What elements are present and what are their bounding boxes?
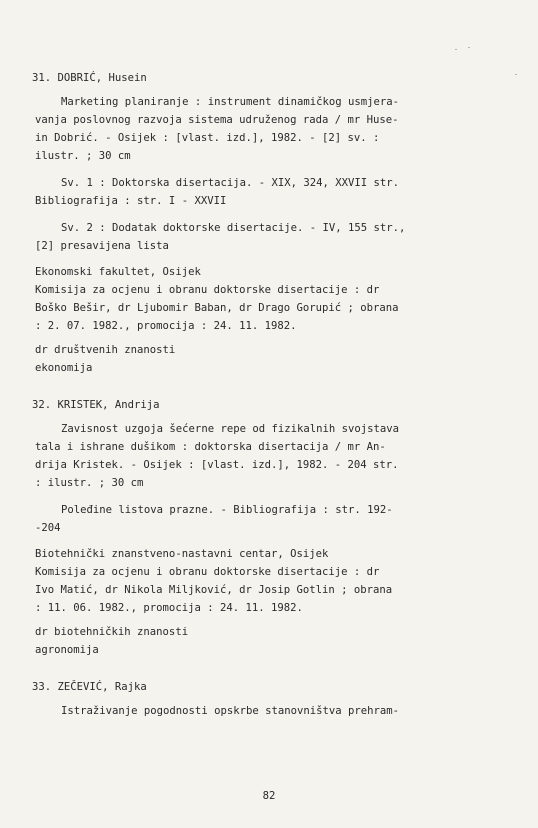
title-line: tala i ishrane dušikom : doktorska disertacija / mr An- [35,441,386,453]
title-line: Istraživanje pogodnosti opskrbe stanovništva prehram- [61,705,400,717]
field-line: ekonomija [35,362,93,374]
title-line: ilustr. ; 30 cm [35,150,131,162]
committee-line: Ivo Matić, dr Nikola Miljković, dr Josip Gotlin ; obrana [35,584,393,596]
degree-line: dr biotehničkih znanosti [35,626,189,638]
scan-speck [515,74,517,75]
title-line: : ilustr. ; 30 cm [35,477,144,489]
field-line: agronomija [35,644,99,656]
title-line: Marketing planiranje : instrument dinamičkog usmjera- [61,96,400,108]
committee-line: Komisija za ocjenu i obranu doktorske disertacije : dr [35,284,380,296]
institution-line: Biotehnički znanstveno-nastavni centar, Osijek [35,548,329,560]
defense-date-line: : 11. 06. 1982., promocija : 24. 11. 1982. [35,602,303,614]
bibliography-note: Poleđine listova prazne. - Bibliografija : str. 192- [61,504,393,516]
title-line: drija Kristek. - Osijek : [vlast. izd.], 1982. - 204 str. [35,459,399,471]
volume-note: [2] presavijena lista [35,240,169,252]
entry-heading: 33. ZEČEVIĆ, Rajka [32,681,147,693]
defense-date-line: : 2. 07. 1982., promocija : 24. 11. 1982. [35,320,297,332]
entry-heading: 32. KRISTEK, Andrija [32,399,160,411]
bibliography-note: -204 [35,522,61,534]
degree-line: dr društvenih znanosti [35,344,176,356]
title-line: Zavisnost uzgoja šećerne repe od fizikalnih svojstava [61,423,400,435]
volume-note: Sv. 1 : Doktorska disertacija. - XIX, 324, XXVII str. [61,177,400,189]
title-line: vanja poslovnog razvoja sistema udruženog rada / mr Huse- [35,114,399,126]
title-line: in Dobrić. - Osijek : [vlast. izd.], 1982. - [2] sv. : [35,132,380,144]
volume-note: Sv. 2 : Dodatak doktorske disertacije. - IV, 155 str., [61,222,406,234]
committee-line: Boško Bešir, dr Ljubomir Baban, dr Drago Gorupić ; obrana [35,302,399,314]
page-number: 82 [262,790,276,802]
scan-speck [455,49,457,50]
entry-heading: 31. DOBRIĆ, Husein [32,72,147,84]
scan-speck [468,47,470,48]
committee-line: Komisija za ocjenu i obranu doktorske disertacije : dr [35,566,380,578]
institution-line: Ekonomski fakultet, Osijek [35,266,201,278]
volume-note: Bibliografija : str. I - XXVII [35,195,227,207]
